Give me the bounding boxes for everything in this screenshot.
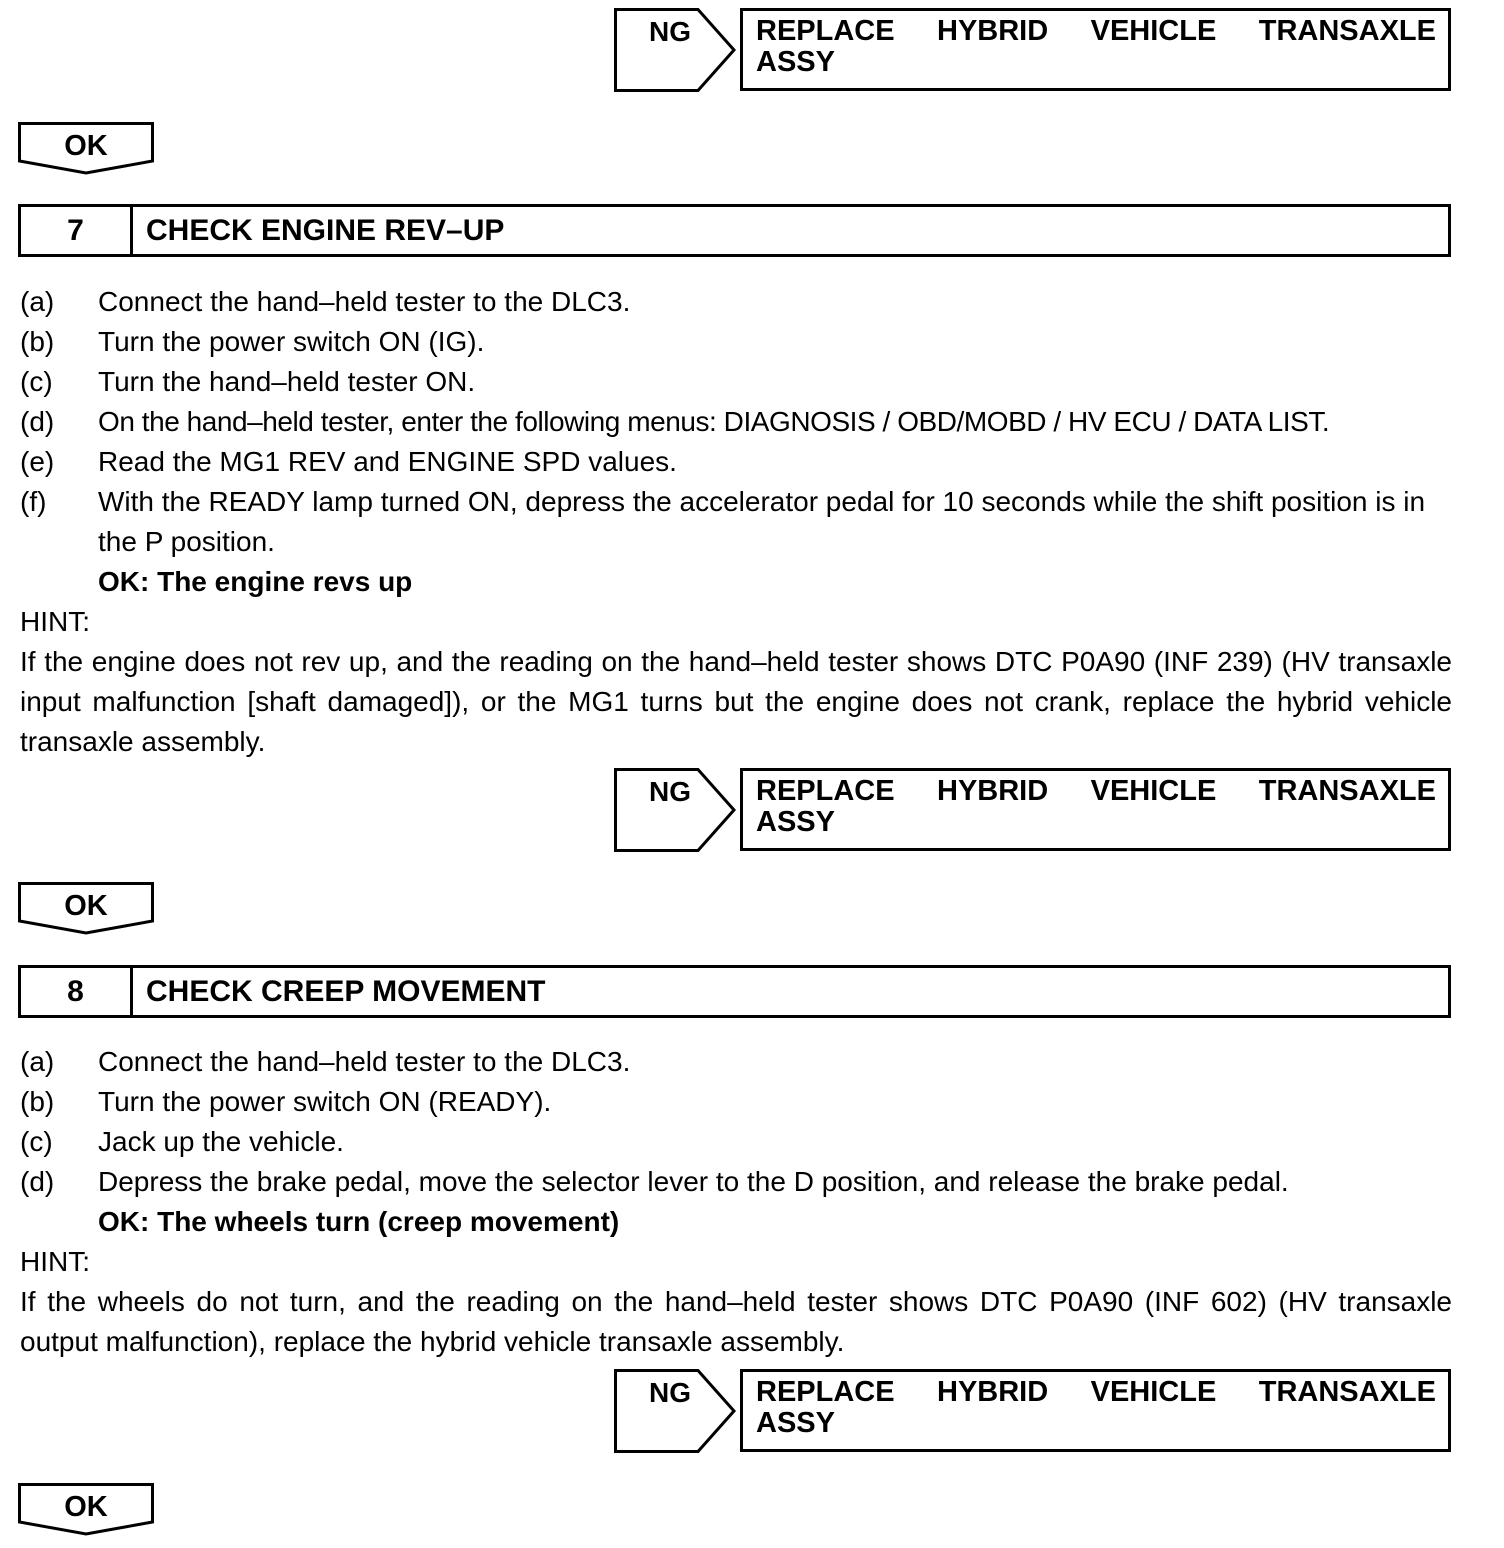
ok-criteria: OK: The engine revs up [98,566,413,597]
procedure-item [20,362,1460,402]
item-text: On the hand–held tester, enter the following menus: DIAGNOSIS / OBD/MOBD / HV ECU / DATA LIST. [98,406,1330,437]
action-word: TRANSAXLE [1258,15,1436,47]
ok-arrow [18,122,156,176]
procedure-item [20,1122,1460,1162]
ok-label: OK [64,1491,108,1523]
item-label: (e) [20,446,55,477]
item-text: Turn the power switch ON (READY). [98,1086,552,1117]
action-box [740,1369,1451,1452]
action-word: REPLACE [756,1376,895,1408]
procedure-item [20,482,1460,562]
action-word: TRANSAXLE [1258,775,1436,807]
item-label: (b) [20,326,55,357]
action-word: REPLACE [756,775,895,807]
ng-label: NG [649,16,691,47]
action-word: REPLACE [756,15,895,47]
hint-text: If the engine does not rev up, and the reading on the hand–held tester shows DTC P0A90 (INF 239) (HV transaxle input malfunction [shaft damaged]), or the MG1 turns but the engine does not crank, replace the hybrid vehicle transaxle assembly. [20,646,1452,757]
ok-criteria: OK: The wheels turn (creep movement) [98,1206,620,1237]
procedure-item [20,442,1460,482]
ok-label: OK [64,130,108,162]
action-line2: ASSY [756,806,835,838]
ng-label: NG [649,1377,691,1408]
action-word: HYBRID [937,15,1049,47]
ok-arrow [18,1483,156,1537]
action-line2: ASSY [756,46,835,78]
step-number: 8 [21,968,133,1015]
step-header [18,965,1451,1018]
action-word: TRANSAXLE [1258,1376,1436,1408]
ng-arrow [614,768,738,852]
step-title: CHECK ENGINE REV–UP [146,214,505,247]
step-number: 7 [21,207,133,254]
step-procedure [20,282,1460,762]
action-box [740,768,1451,851]
ok-arrow [18,882,156,936]
item-text: Jack up the vehicle. [98,1126,344,1157]
procedure-item [20,1082,1460,1122]
hint-label: HINT: [20,606,90,637]
item-label: (d) [20,1166,55,1197]
procedure-item [20,282,1460,322]
action-box [740,8,1451,91]
item-text: Connect the hand–held tester to the DLC3. [98,286,631,317]
item-text: Read the MG1 REV and ENGINE SPD values. [98,446,677,477]
action-word: VEHICLE [1090,15,1217,47]
hint-text: If the wheels do not turn, and the reading on the hand–held tester shows DTC P0A90 (INF 602) (HV transaxle output malfunction), replace the hybrid vehicle transaxle assembly. [20,1286,1452,1357]
procedure-item [20,1162,1460,1202]
item-text: Turn the power switch ON (IG). [98,326,485,357]
procedure-item [20,402,1460,442]
item-label: (d) [20,406,55,437]
step-procedure [20,1042,1460,1362]
action-word: VEHICLE [1090,775,1217,807]
ng-arrow [614,1369,738,1453]
item-label: (f) [20,486,47,517]
item-text: With the READY lamp turned ON, depress the accelerator pedal for 10 seconds while the shift position is in the P position. [98,486,1426,557]
action-word: VEHICLE [1090,1376,1217,1408]
ok-label: OK [64,890,108,922]
action-word: HYBRID [937,775,1049,807]
hint-label: HINT: [20,1246,90,1277]
item-text: Depress the brake pedal, move the selector lever to the D position, and release the brake pedal. [98,1166,1289,1197]
item-label: (a) [20,1046,55,1077]
procedure-item [20,322,1460,362]
item-text: Connect the hand–held tester to the DLC3. [98,1046,631,1077]
action-line2: ASSY [756,1407,835,1439]
item-label: (c) [20,1126,53,1157]
step-title: CHECK CREEP MOVEMENT [146,975,546,1008]
action-word: HYBRID [937,1376,1049,1408]
item-text: Turn the hand–held tester ON. [98,366,476,397]
item-label: (a) [20,286,55,317]
ng-arrow [614,8,738,92]
procedure-item [20,1042,1460,1082]
item-label: (c) [20,366,53,397]
item-label: (b) [20,1086,55,1117]
ng-label: NG [649,776,691,807]
step-header [18,204,1451,257]
